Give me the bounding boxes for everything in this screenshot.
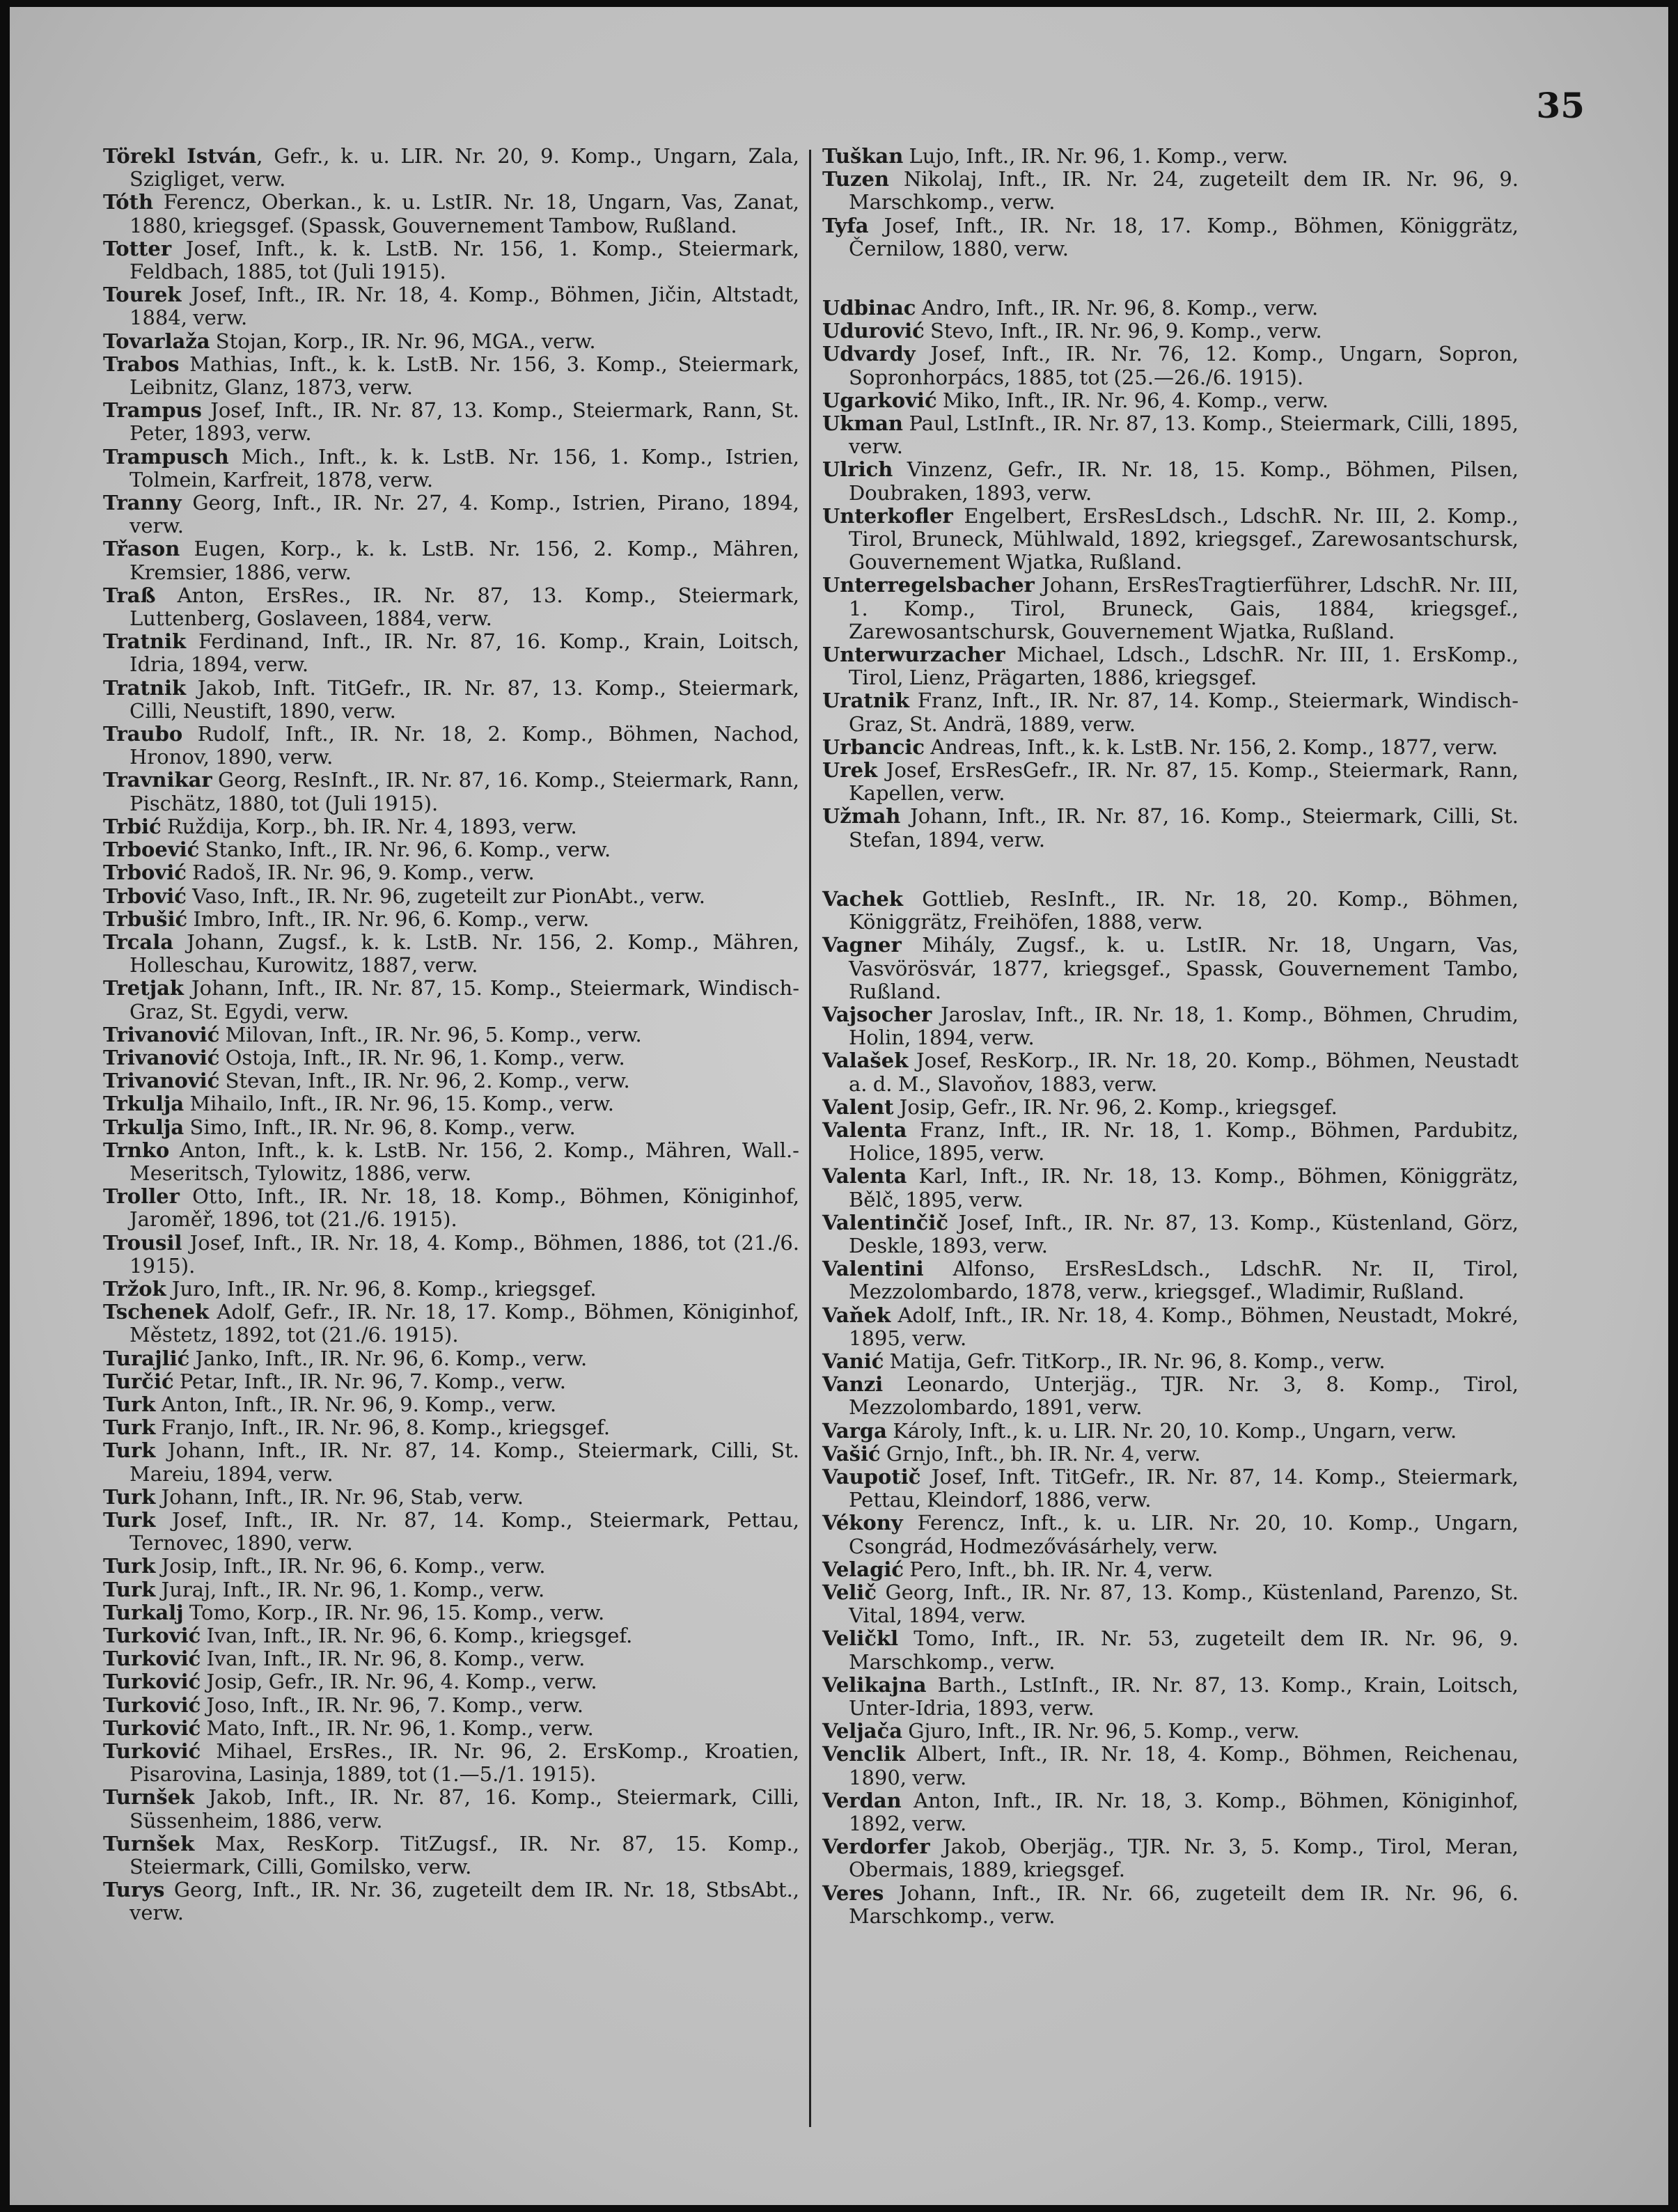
register-entry <box>103 1301 799 1347</box>
entry-details: Leonardo, Unterjäg., TJR. Nr. 3, 8. Komp., Tirol, Mezzolombardo, 1891, verw. <box>849 1372 1519 1420</box>
entry-surname: Vašić <box>822 1441 881 1466</box>
entry-details: Jaroslav, Inft., IR. Nr. 18, 1. Komp., Böhmen, Chrudim, Holin, 1894, verw. <box>849 1002 1519 1050</box>
entry-details: Josip, Inft., IR. Nr. 96, 6. Komp., verw. <box>155 1554 546 1578</box>
entry-details: Josef, Inft. TitGefr., IR. Nr. 87, 14. Komp., Steiermark, Pettau, Kleindorf, 1886, verw. <box>849 1464 1519 1512</box>
register-entry <box>822 643 1519 689</box>
register-entry <box>103 330 799 353</box>
register-entry <box>103 677 799 723</box>
entry-surname: Vanić <box>822 1349 884 1373</box>
entry-details: Ostoja, Inft., IR. Nr. 96, 1. Komp., verw. <box>219 1045 625 1069</box>
entry-surname: Trousil <box>103 1230 182 1255</box>
entry-details: Lujo, Inft., IR. Nr. 96, 1. Komp., verw. <box>903 144 1289 168</box>
entry-surname: Vékony <box>822 1511 903 1535</box>
entry-surname: Turković <box>103 1716 201 1740</box>
entry-details: Josef, Inft., IR. Nr. 87, 14. Komp., Steiermark, Pettau, Ternovec, 1890, verw. <box>130 1507 799 1555</box>
entry-details: Miko, Inft., IR. Nr. 96, 4. Komp., verw. <box>936 388 1328 412</box>
register-entry <box>103 1670 799 1693</box>
entry-details: Ferencz, Oberkan., k. u. LstIR. Nr. 18, Ungarn, Vas, Zanat, 1880, kriegsgef. (Spassk, Gouvernement Tambow, Rußland. <box>130 190 799 237</box>
entry-details: Ferdinand, Inft., IR. Nr. 87, 16. Komp., Krain, Loitsch, Idria, 1894, verw. <box>130 629 799 677</box>
register-entry <box>822 1512 1519 1558</box>
register-entry <box>103 1069 799 1092</box>
register-entry <box>103 908 799 931</box>
entry-details: Georg, ResInft., IR. Nr. 87, 16. Komp., Steiermark, Rann, Pischätz, 1880, tot (Juli 1915). <box>130 768 799 815</box>
entry-surname: Unterregelsbacher <box>822 573 1035 597</box>
register-entry <box>822 759 1519 805</box>
register-entry <box>103 283 799 329</box>
register-entry <box>822 1720 1519 1743</box>
entry-details: Nikolaj, Inft., IR. Nr. 24, zugeteilt dem IR. Nr. 96, 9. Marschkomp., verw. <box>849 167 1519 214</box>
entry-details: Josef, Inft., IR. Nr. 18, 4. Komp., Böhmen, Jičin, Altstadt, 1884, verw. <box>130 283 799 330</box>
register-entry <box>822 1743 1519 1789</box>
entry-details: Josef, Inft., IR. Nr. 76, 12. Komp., Ungarn, Sopron, Sopronhorpács, 1885, tot (25.—26./6. 1915). <box>849 342 1519 389</box>
entry-details: Janko, Inft., IR. Nr. 96, 6. Komp., verw. <box>189 1346 588 1370</box>
entry-details: Georg, Inft., IR. Nr. 87, 13. Komp., Küstenland, Parenzo, St. Vital, 1894, verw. <box>849 1580 1519 1628</box>
register-entry <box>103 1624 799 1647</box>
entry-surname: Ugarković <box>822 388 937 412</box>
entry-details: Georg, Inft., IR. Nr. 36, zugeteilt dem IR. Nr. 18, StbsAbt., verw. <box>130 1878 799 1925</box>
register-entry <box>103 1232 799 1278</box>
entry-surname: Vaňek <box>822 1303 891 1327</box>
entry-surname: Trbušić <box>103 907 188 931</box>
entry-details: Josip, Gefr., IR. Nr. 96, 2. Komp., kriegsgef. <box>893 1095 1338 1119</box>
entry-surname: Tuzen <box>822 167 890 191</box>
entry-surname: Turković <box>103 1693 201 1717</box>
entry-surname: Travnikar <box>103 768 212 792</box>
group-gap <box>822 852 1519 888</box>
entry-details: Engelbert, ErsResLdsch., LdschR. Nr. III, 2. Komp., Tirol, Bruneck, Mühlwald, 1892, kriegsgef., Zarewosantschursk, Gouvernement Wjatka, Rußland. <box>849 503 1519 574</box>
entry-details: Mihailo, Inft., IR. Nr. 96, 15. Komp., verw. <box>184 1092 614 1116</box>
entry-surname: Uratnik <box>822 689 909 713</box>
entry-surname: Turk <box>103 1392 156 1416</box>
register-entry <box>103 1878 799 1924</box>
register-entry <box>103 1046 799 1069</box>
entry-surname: Turk <box>103 1577 156 1601</box>
entry-surname: Valašek <box>822 1049 909 1073</box>
register-entry <box>822 934 1519 1003</box>
register-entry <box>103 538 799 583</box>
entry-details: Max, ResKorp. TitZugsf., IR. Nr. 87, 15. Komp., Steiermark, Cilli, Gomilsko, verw. <box>130 1831 799 1879</box>
register-entry <box>822 1581 1519 1627</box>
entry-surname: Trbić <box>103 814 162 838</box>
entry-surname: Tuškan <box>822 144 904 168</box>
entry-details: Josef, Inft., IR. Nr. 87, 13. Komp., Steiermark, Rann, St. Peter, 1893, verw. <box>130 398 799 446</box>
entry-details: Petar, Inft., IR. Nr. 96, 7. Komp., verw. <box>173 1369 566 1393</box>
entry-surname: Varga <box>822 1418 887 1443</box>
entry-details: Franz, Inft., IR. Nr. 87, 14. Komp., Steiermark, Windisch-Graz, St. Andrä, 1889, verw. <box>849 689 1519 736</box>
entry-surname: Trkulja <box>103 1092 185 1116</box>
register-entry <box>822 805 1519 851</box>
entry-surname: Verdan <box>822 1788 902 1812</box>
register-entry <box>103 1833 799 1878</box>
register-entry <box>103 815 799 838</box>
register-entry <box>103 1185 799 1231</box>
entry-details: Anton, Inft., k. k. LstB. Nr. 156, 2. Komp., Mähren, Wall.-Meseritsch, Tylowitz, 1886, verw. <box>130 1138 799 1185</box>
entry-details: Joso, Inft., IR. Nr. 96, 7. Komp., verw. <box>201 1693 584 1717</box>
entry-surname: Urbancic <box>822 735 925 759</box>
entry-surname: Traß <box>103 583 156 607</box>
entry-details: Ruždija, Korp., bh. IR. Nr. 4, 1893, verw. <box>161 814 577 838</box>
register-entry <box>103 1023 799 1046</box>
entry-details: Stojan, Korp., IR. Nr. 96, MGA., verw. <box>210 329 596 353</box>
entry-surname: Turković <box>103 1647 201 1671</box>
entry-surname: Venclik <box>822 1742 906 1766</box>
entry-surname: Trbović <box>103 884 187 908</box>
register-entry <box>822 1211 1519 1257</box>
register-entry <box>103 1555 799 1578</box>
entry-surname: Trivanović <box>103 1022 220 1046</box>
entry-surname: Turković <box>103 1624 201 1647</box>
entry-surname: Unterkofler <box>822 503 953 528</box>
entry-details: Mato, Inft., IR. Nr. 96, 1. Komp., verw. <box>201 1716 594 1740</box>
register-entry <box>822 168 1519 214</box>
entry-surname: Unterwurzacher <box>822 643 1005 667</box>
register-entry <box>103 1116 799 1139</box>
entry-surname: Veličkl <box>822 1626 899 1651</box>
entry-surname: Vagner <box>822 933 902 957</box>
register-entry <box>103 838 799 861</box>
register-entry <box>822 1003 1519 1049</box>
entry-details: Rudolf, Inft., IR. Nr. 18, 2. Komp., Böhmen, Nachod, Hronov, 1890, verw. <box>130 722 799 769</box>
entry-surname: Tourek <box>103 283 182 307</box>
entry-surname: Tranny <box>103 491 182 515</box>
entry-surname: Turković <box>103 1739 201 1764</box>
left-column <box>103 145 799 1925</box>
entry-details: Jakob, Oberjäg., TJR. Nr. 3, 5. Komp., Tirol, Meran, Obermais, 1889, kriegsgef. <box>849 1835 1519 1882</box>
entry-surname: Ulrich <box>822 457 893 482</box>
register-entry <box>822 389 1519 412</box>
register-entry <box>103 399 799 445</box>
entry-surname: Trboević <box>103 838 200 862</box>
entry-details: Imbro, Inft., IR. Nr. 96, 6. Komp., verw. <box>187 907 590 931</box>
register-entry <box>822 1627 1519 1673</box>
entry-details: Johann, Inft., IR. Nr. 87, 15. Komp., Steiermark, Windisch-Graz, St. Egydi, verw. <box>130 976 799 1023</box>
register-entry <box>822 214 1519 260</box>
entry-details: Otto, Inft., IR. Nr. 18, 18. Komp., Böhmen, Königinhof, Jaroměř, 1896, tot (21./6. 1915). <box>130 1184 799 1232</box>
entry-details: Grnjo, Inft., bh. IR. Nr. 4, verw. <box>880 1441 1201 1466</box>
register-entry <box>822 736 1519 759</box>
register-entry <box>822 1304 1519 1350</box>
entry-details: Adolf, Inft., IR. Nr. 18, 4. Komp., Böhmen, Neustadt, Mokré, 1895, verw. <box>849 1303 1519 1350</box>
entry-surname: Valenta <box>822 1164 907 1189</box>
entry-surname: Ukman <box>822 411 903 436</box>
entry-surname: Turk <box>103 1438 156 1463</box>
entry-details: Ferencz, Inft., k. u. LIR. Nr. 20, 10. Komp., Ungarn, Csongrád, Hodmezővásárhely, verw. <box>849 1511 1519 1558</box>
register-entry <box>822 1049 1519 1095</box>
entry-details: Stevan, Inft., IR. Nr. 96, 2. Komp., verw. <box>219 1069 630 1093</box>
register-entry <box>103 353 799 399</box>
entry-details: Juro, Inft., IR. Nr. 96, 8. Komp., kriegsgef. <box>166 1276 597 1301</box>
entry-surname: Tratnik <box>103 629 187 654</box>
entry-details: Mathias, Inft., k. k. LstB. Nr. 156, 3. Komp., Steiermark, Leibnitz, Glanz, 1873, verw. <box>130 352 799 400</box>
register-entry <box>103 1393 799 1416</box>
register-entry <box>103 630 799 676</box>
register-entry <box>103 1694 799 1717</box>
entry-details: Albert, Inft., IR. Nr. 18, 4. Komp., Böhmen, Reichenau, 1890, verw. <box>849 1742 1519 1789</box>
entry-details: Michael, Ldsch., LdschR. Nr. III, 1. ErsKomp., Tirol, Lienz, Prägarten, 1886, kriegsgef. <box>849 643 1519 690</box>
entry-surname: Vachek <box>822 886 903 911</box>
register-entry <box>822 458 1519 504</box>
entry-details: Adolf, Gefr., IR. Nr. 18, 17. Komp., Böhmen, Königinhof, Městetz, 1892, tot (21./6. 1915). <box>130 1300 799 1347</box>
register-entry <box>103 1347 799 1370</box>
entry-surname: Trbović <box>103 861 187 885</box>
entry-surname: Trampusch <box>103 444 229 469</box>
register-entry <box>103 1370 799 1393</box>
entry-details: Ivan, Inft., IR. Nr. 96, 6. Komp., kriegsgef. <box>201 1624 633 1647</box>
entry-details: Juraj, Inft., IR. Nr. 96, 1. Komp., verw. <box>155 1577 545 1601</box>
entry-details: Barth., LstInft., IR. Nr. 87, 13. Komp., Krain, Loitsch, Unter-Idria, 1893, verw. <box>849 1672 1519 1720</box>
entry-details: Johann, Inft., IR. Nr. 66, zugeteilt dem IR. Nr. 96, 6. Marschkomp., verw. <box>849 1881 1519 1928</box>
entry-details: Gjuro, Inft., IR. Nr. 96, 5. Komp., verw. <box>902 1719 1300 1743</box>
register-entry <box>822 145 1519 168</box>
register-entry <box>822 297 1519 320</box>
register-entry <box>822 1674 1519 1720</box>
register-entry <box>103 492 799 538</box>
entry-details: Mihály, Zugsf., k. u. LstIR. Nr. 18, Ungarn, Vas, Vasvörösvár, 1877, kriegsgef., Spassk, Gouvernement Tambo, Rußland. <box>849 933 1519 1003</box>
entry-surname: Trivanović <box>103 1069 220 1093</box>
register-entry <box>822 1882 1519 1928</box>
register-entry <box>103 584 799 630</box>
entry-details: Tomo, Korp., IR. Nr. 96, 15. Komp., verw. <box>183 1600 605 1624</box>
register-entry <box>103 723 799 769</box>
entry-details: Josip, Gefr., IR. Nr. 96, 4. Komp., verw. <box>201 1670 597 1694</box>
entry-surname: Tratnik <box>103 675 187 700</box>
entry-surname: Třason <box>103 537 180 561</box>
register-entry <box>822 1835 1519 1881</box>
page-number: 35 <box>1536 85 1585 126</box>
register-entry <box>103 1139 799 1185</box>
register-entry <box>822 343 1519 389</box>
entry-surname: Turk <box>103 1415 156 1440</box>
entry-surname: Turnšek <box>103 1831 195 1856</box>
entry-surname: Vanzi <box>822 1372 884 1397</box>
entry-details: Eugen, Korp., k. k. LstB. Nr. 156, 2. Komp., Mähren, Kremsier, 1886, verw. <box>130 537 799 584</box>
register-entry <box>103 1740 799 1786</box>
entry-surname: Turnšek <box>103 1785 195 1810</box>
entry-surname: Turys <box>103 1878 165 1902</box>
register-entry <box>103 1439 799 1485</box>
register-entry <box>822 320 1519 343</box>
entry-surname: Turkalj <box>103 1600 184 1624</box>
entry-details: Georg, Inft., IR. Nr. 27, 4. Komp., Istrien, Pirano, 1894, verw. <box>130 491 799 538</box>
entry-surname: Trkulja <box>103 1115 185 1139</box>
register-entry <box>822 1443 1519 1466</box>
register-entry <box>103 1278 799 1301</box>
entry-surname: Urek <box>822 758 878 783</box>
entry-surname: Tovarlaža <box>103 329 210 353</box>
register-entry <box>103 1416 799 1439</box>
entry-surname: Valentini <box>822 1257 924 1281</box>
entry-surname: Trcala <box>103 929 174 954</box>
entry-surname: Trnko <box>103 1138 170 1162</box>
register-entry <box>103 885 799 908</box>
entry-group-v <box>822 888 1519 1928</box>
entry-details: , Gefr., k. u. LIR. Nr. 20, 9. Komp., Ungarn, Zala, Szigliget, verw. <box>130 144 799 191</box>
register-entry <box>822 1558 1519 1581</box>
entry-details: Josef, Inft., k. k. LstB. Nr. 156, 1. Komp., Steiermark, Feldbach, 1885, tot (Juli 1915). <box>130 236 799 284</box>
entry-details: Johann, Inft., IR. Nr. 87, 14. Komp., Steiermark, Cilli, St. Mareiu, 1894, verw. <box>130 1438 799 1486</box>
entry-surname: Turk <box>103 1484 156 1509</box>
entry-surname: Velič <box>822 1580 877 1604</box>
entry-surname: Turk <box>103 1507 156 1532</box>
entry-details: Josef, Inft., IR. Nr. 87, 13. Komp., Küstenland, Görz, Deskle, 1893, verw. <box>849 1210 1519 1257</box>
register-entry <box>103 769 799 815</box>
entry-surname: Valenta <box>822 1117 907 1142</box>
entry-surname: Traubo <box>103 722 183 746</box>
register-entry <box>822 1373 1519 1419</box>
register-entry <box>822 1257 1519 1303</box>
entry-details: Károly, Inft., k. u. LIR. Nr. 20, 10. Komp., Ungarn, verw. <box>886 1418 1457 1443</box>
entry-details: Josef, ResKorp., IR. Nr. 18, 20. Komp., Böhmen, Neustadt a. d. M., Slavoňov, 1883, verw. <box>849 1049 1519 1096</box>
entry-group-tu <box>822 145 1519 260</box>
entry-details: Pero, Inft., bh. IR. Nr. 4, verw. <box>904 1557 1214 1581</box>
entry-details: Tomo, Inft., IR. Nr. 53, zugeteilt dem IR. Nr. 96, 9. Marschkomp., verw. <box>849 1626 1519 1674</box>
entry-surname: Verdorfer <box>822 1835 930 1859</box>
entry-surname: Udbinac <box>822 296 916 320</box>
entry-details: Milovan, Inft., IR. Nr. 96, 5. Komp., verw. <box>219 1022 642 1046</box>
entry-details: Josef, Inft., IR. Nr. 18, 17. Komp., Böhmen, Königgrätz, Černilow, 1880, verw. <box>849 213 1519 260</box>
register-entry <box>822 1165 1519 1211</box>
entry-surname: Tóth <box>103 190 154 214</box>
entry-surname: Veres <box>822 1881 884 1905</box>
group-gap <box>822 260 1519 297</box>
entry-surname: Vajsocher <box>822 1002 932 1026</box>
right-column <box>822 145 1519 1928</box>
entry-surname: Trivanović <box>103 1045 220 1069</box>
entry-details: Simo, Inft., IR. Nr. 96, 8. Komp., verw. <box>184 1115 576 1139</box>
entry-details: Paul, LstInft., IR. Nr. 87, 13. Komp., Steiermark, Cilli, 1895, verw. <box>849 411 1519 459</box>
register-entry <box>822 1096 1519 1119</box>
entry-surname: Vaupotič <box>822 1464 921 1489</box>
entry-surname: Totter <box>103 236 172 260</box>
entry-details: Josef, Inft., IR. Nr. 18, 4. Komp., Böhmen, 1886, tot (21./6. 1915). <box>130 1230 799 1278</box>
entry-details: Mihael, ErsRes., IR. Nr. 96, 2. ErsKomp., Kroatien, Pisarovina, Lasinja, 1889, tot (1.—5./1. 1915). <box>130 1739 799 1787</box>
entry-details: Vinzenz, Gefr., IR. Nr. 18, 15. Komp., Böhmen, Pilsen, Doubraken, 1893, verw. <box>849 457 1519 505</box>
entry-details: Jakob, Inft. TitGefr., IR. Nr. 87, 13. Komp., Steiermark, Cilli, Neustift, 1890, verw. <box>130 675 799 723</box>
register-entry <box>103 145 799 191</box>
entry-details: Anton, ErsRes., IR. Nr. 87, 13. Komp., Steiermark, Luttenberg, Goslaveen, 1884, verw. <box>130 583 799 631</box>
register-entry <box>822 1420 1519 1443</box>
entry-details: Ivan, Inft., IR. Nr. 96, 8. Komp., verw. <box>201 1647 586 1671</box>
register-entry <box>822 888 1519 934</box>
register-entry <box>103 931 799 977</box>
entry-surname: Trabos <box>103 352 180 376</box>
entry-details: Jakob, Inft., IR. Nr. 87, 16. Komp., Steiermark, Cilli, Süssenheim, 1886, verw. <box>130 1785 799 1833</box>
entry-surname: Turčić <box>103 1369 174 1393</box>
entry-surname: Užmah <box>822 804 901 829</box>
register-entry <box>103 861 799 884</box>
entry-details: Anton, Inft., IR. Nr. 96, 9. Komp., verw. <box>155 1392 557 1416</box>
register-entry <box>822 689 1519 735</box>
register-entry <box>103 1601 799 1624</box>
register-entry <box>103 1578 799 1601</box>
entry-surname: Velagić <box>822 1557 904 1581</box>
entry-surname: Udurović <box>822 319 925 343</box>
entry-group-u <box>822 297 1519 852</box>
register-entry <box>103 237 799 283</box>
register-entry <box>103 1092 799 1115</box>
entry-details: Stanko, Inft., IR. Nr. 96, 6. Komp., verw. <box>199 838 611 862</box>
entry-details: Andreas, Inft., k. k. LstB. Nr. 156, 2. Komp., 1877, verw. <box>925 735 1498 759</box>
entry-details: Franjo, Inft., IR. Nr. 96, 8. Komp., kriegsgef. <box>155 1415 611 1440</box>
entry-surname: Valent <box>822 1095 894 1119</box>
entry-surname: Törekl István <box>103 144 257 168</box>
entry-details: Vaso, Inft., IR. Nr. 96, zugeteilt zur PionAbt., verw. <box>186 884 705 908</box>
register-entry <box>103 1717 799 1740</box>
entry-details: Johann, Zugsf., k. k. LstB. Nr. 156, 2. Komp., Mähren, Holleschau, Kurowitz, 1887, verw. <box>130 929 799 978</box>
scanned-page <box>10 7 1668 2205</box>
entry-details: Johann, ErsResTragtierführer, LdschR. Nr. III, 1. Komp., Tirol, Bruneck, Gais, 1884, kriegsgef., Zarewosantschursk, Gouvernement Wjatka, Rußland. <box>849 573 1519 643</box>
register-entry <box>103 446 799 492</box>
register-entry <box>822 412 1519 458</box>
entry-details: Radoš, IR. Nr. 96, 9. Komp., verw. <box>186 861 535 885</box>
entry-surname: Veljača <box>822 1719 903 1743</box>
entry-details: Anton, Inft., IR. Nr. 18, 3. Komp., Böhmen, Königinhof, 1892, verw. <box>849 1788 1519 1836</box>
entry-surname: Turković <box>103 1670 201 1694</box>
register-entry <box>822 1350 1519 1373</box>
entry-surname: Tretjak <box>103 976 184 1001</box>
register-entry <box>103 1647 799 1670</box>
entry-details: Johann, Inft., IR. Nr. 96, Stab, verw. <box>155 1484 524 1509</box>
entry-surname: Tržok <box>103 1276 166 1301</box>
entry-surname: Troller <box>103 1184 180 1209</box>
register-entry <box>822 1119 1519 1165</box>
entry-surname: Turk <box>103 1554 156 1578</box>
register-entry <box>103 1486 799 1509</box>
entry-details: Josef, ErsResGefr., IR. Nr. 87, 15. Komp., Steiermark, Rann, Kapellen, verw. <box>849 758 1519 806</box>
entry-surname: Tyfa <box>822 213 869 237</box>
register-entry <box>103 1509 799 1555</box>
entry-surname: Udvardy <box>822 342 916 366</box>
entry-details: Mich., Inft., k. k. LstB. Nr. 156, 1. Komp., Istrien, Tolmein, Karfreit, 1878, verw. <box>130 444 799 492</box>
register-entry <box>822 1789 1519 1835</box>
entry-surname: Turajlić <box>103 1346 190 1370</box>
entry-details: Matija, Gefr. TitKorp., IR. Nr. 96, 8. Komp., verw. <box>884 1349 1386 1373</box>
entry-surname: Trampus <box>103 398 202 423</box>
register-entry <box>103 191 799 237</box>
entry-details: Franz, Inft., IR. Nr. 18, 1. Komp., Böhmen, Pardubitz, Holice, 1895, verw. <box>849 1117 1519 1166</box>
entry-details: Karl, Inft., IR. Nr. 18, 13. Komp., Böhmen, Königgrätz, Bělč, 1895, verw. <box>849 1164 1519 1211</box>
entry-details: Johann, Inft., IR. Nr. 87, 16. Komp., Steiermark, Cilli, St. Stefan, 1894, verw. <box>849 804 1519 852</box>
register-entry <box>822 505 1519 574</box>
register-entry <box>103 977 799 1023</box>
entry-surname: Tschenek <box>103 1300 210 1324</box>
register-entry <box>103 1786 799 1832</box>
register-entry <box>822 1466 1519 1512</box>
entry-surname: Velikajna <box>822 1672 927 1697</box>
entry-details: Gottlieb, ResInft., IR. Nr. 18, 20. Komp., Böhmen, Königgrätz, Freihöfen, 1888, verw. <box>849 886 1519 934</box>
entry-surname: Valentinčič <box>822 1210 949 1234</box>
register-entry <box>822 574 1519 643</box>
column-divider <box>809 150 811 2127</box>
entry-details: Alfonso, ErsResLdsch., LdschR. Nr. II, Tirol, Mezzolombardo, 1878, verw., kriegsgef., Wladimir, Rußland. <box>849 1257 1519 1304</box>
entry-details: Stevo, Inft., IR. Nr. 96, 9. Komp., verw. <box>924 319 1322 343</box>
entry-details: Andro, Inft., IR. Nr. 96, 8. Komp., verw. <box>916 296 1319 320</box>
